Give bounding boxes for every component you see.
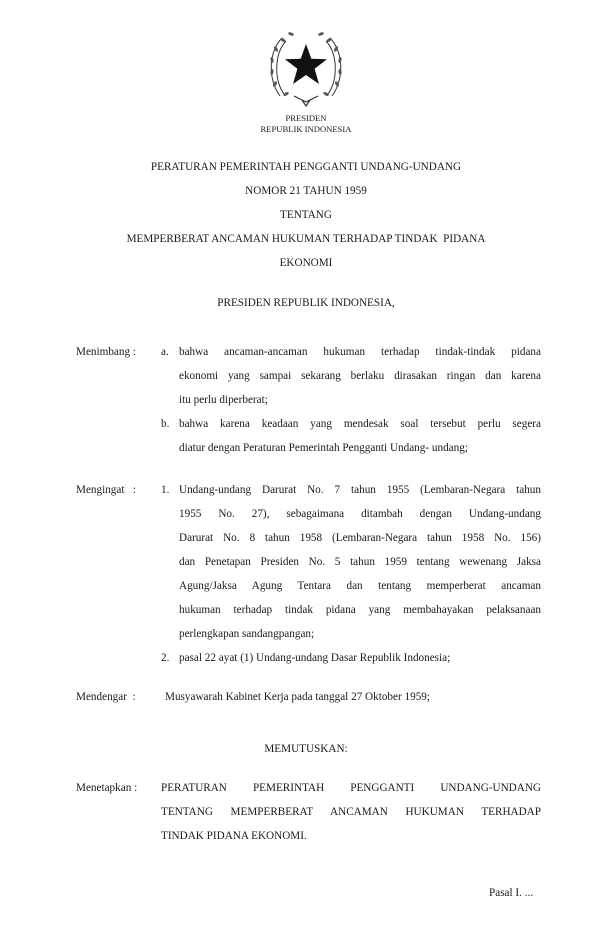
menetapkan-label: Menetapkan : xyxy=(76,782,138,794)
menimbang-item-a: bahwa ancaman-ancaman hukuman terhadap tindak-tindak pidana ekonomi yang sampai sekarang berlaku dirasakan ringan dan karena itu perlu diperberat; xyxy=(179,346,541,406)
mendengar-label: Mendengar : xyxy=(76,691,136,703)
mendengar-text: Musyawarah Kabinet Kerja pada tanggal 27 Oktober 1959; xyxy=(165,691,430,703)
title-line-4: MEMPERBERAT ANCAMAN HUKUMAN TERHADAP TINDAK PIDANA xyxy=(126,233,486,245)
page-continuation: Pasal I. ... xyxy=(489,887,534,899)
preamble: PRESIDEN REPUBLIK INDONESIA, xyxy=(217,297,395,309)
mengingat-label: Mengingat : xyxy=(76,484,136,496)
mengingat-marker-2: 2. xyxy=(161,652,170,664)
mengingat-item-2: pasal 22 ayat (1) Undang-undang Dasar Republik Indonesia; xyxy=(179,652,451,664)
menetapkan-text: PERATURAN PEMERINTAH PENGGANTI UNDANG-UNDANG TENTANG MEMPERBERAT ANCAMAN HUKUMAN TERHADAP TINDAK PIDANA EKONOMI. xyxy=(161,782,541,842)
title-line-5: EKONOMI xyxy=(279,257,333,269)
title-line-2: NOMOR 21 TAHUN 1959 xyxy=(245,185,367,197)
mengingat-item-1: Undang-undang Darurat No. 7 tahun 1955 (Lembaran-Negara tahun 1955 No. 27), sebagaimana ditambah dengan Undang-undang Darurat No. 8 tahun 1958 (Lembaran-Negara tahun 1958 No. 156) dan Penetapan Presiden No. 5 tahun 1959 tentang wewenang Jaksa Agung/Jaksa Agung Tentara dan tentang memperberat ancaman hukuman terhadap tindak pidana yang membahayakan pelaksanaan perlengkapan sandangpangan; xyxy=(179,484,541,640)
mengingat-marker-1: 1. xyxy=(161,484,170,496)
title-line-1: PERATURAN PEMERINTAH PENGGANTI UNDANG-UNDANG xyxy=(150,161,462,173)
menimbang-item-b: bahwa karena keadaan yang mendesak soal tersebut perlu segera diatur dengan Peraturan Pemerintah Pengganti Undang- undang; xyxy=(179,418,541,454)
menimbang-marker-b: b. xyxy=(161,418,170,430)
menimbang-marker-a: a. xyxy=(161,346,169,358)
header-republik-indonesia: REPUBLIK INDONESIA xyxy=(260,124,352,134)
menimbang-label: Menimbang : xyxy=(76,346,136,358)
star-wreath-emblem-icon xyxy=(266,22,346,110)
memutuskan-heading: MEMUTUSKAN: xyxy=(264,743,348,755)
title-line-3: TENTANG xyxy=(280,209,332,221)
header-presiden: PRESIDEN xyxy=(285,113,327,123)
